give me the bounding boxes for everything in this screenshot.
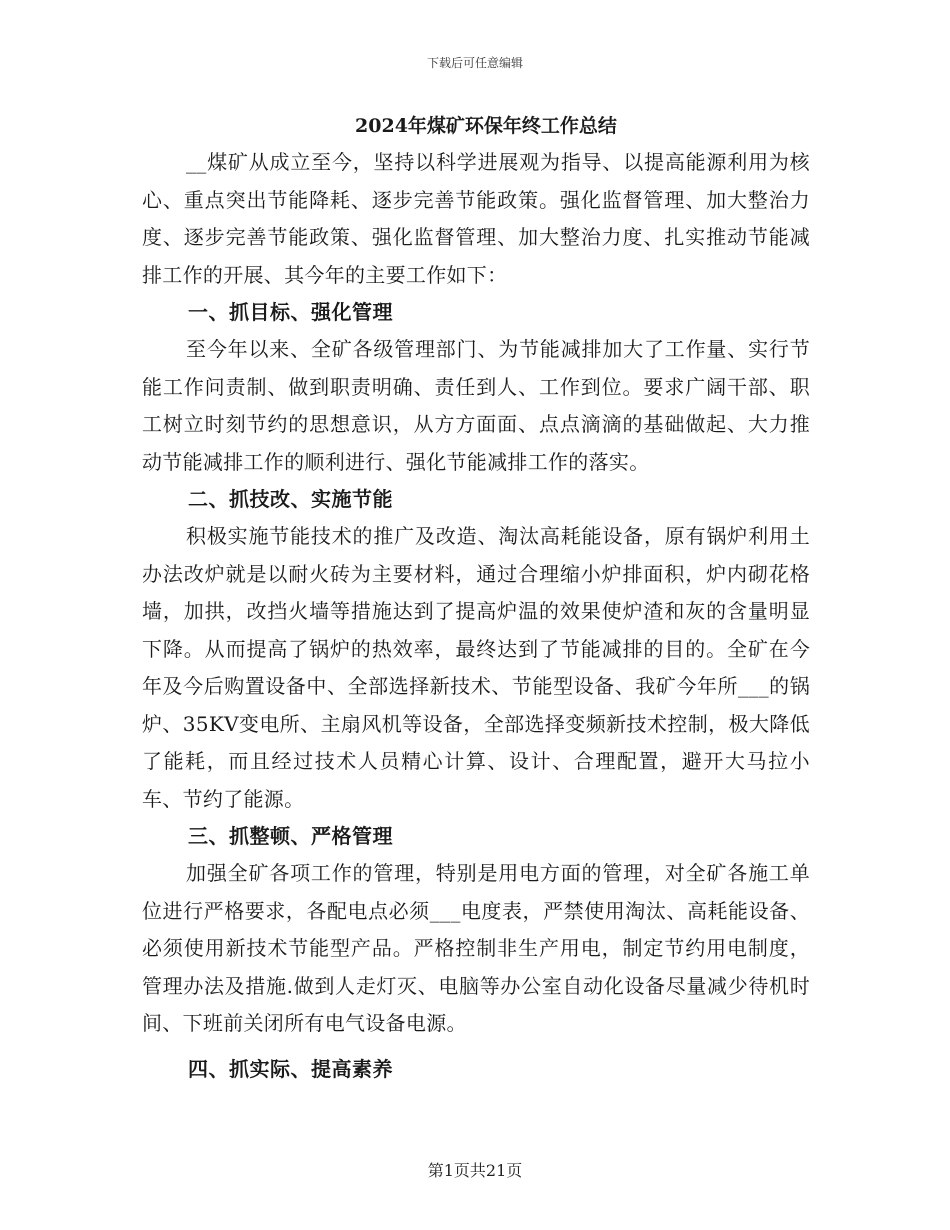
intro-paragraph: __煤矿从成立至今，坚持以科学进展观为指导、以提高能源利用为核心、重点突出节能降耗、逐步完善节能政策。强化监督管理、加大整治力度、逐步完善节能政策、强化监督管理、加大整治力度、扎实推动节能减排工作的开展、其今年的主要工作如下： (142, 150, 810, 287)
section-heading-1: 一、抓目标、强化管理 (188, 300, 393, 324)
page-number-footer: 第1页共21页 (427, 1161, 523, 1180)
document-body (142, 112, 810, 1088)
document-title: 2024年煤矿环保年终工作总结 (355, 115, 617, 137)
section-body-1: 至今年以来、全矿各级管理部门、为节能减排加大了工作量、实行节能工作问责制、做到职责明确、责任到人、工作到位。要求广阔干部、职工树立时刻节约的思想意识，从方方面面、点点滴滴的基础做起、大力推动节能减排工作的顺利进行、强化节能减排工作的落实。 (142, 337, 810, 474)
header-note: 下载后可任意编辑 (426, 56, 523, 70)
section-heading-2: 二、抓技改、实施节能 (188, 487, 393, 511)
section-body-2: 积极实施节能技术的推广及改造、淘汰高耗能设备，原有锅炉利用土办法改炉就是以耐火砖为主要材料，通过合理缩小炉排面积，炉内砌花格墙，加拱，改挡火墙等措施达到了提高炉温的效果使炉渣和灰的含量明显下降。从而提高了锅炉的热效率，最终达到了节能减排的目的。全矿在今年及今后购置设备中、全部选择新技术、节能型设备、我矿今年所___的锅炉、35KV变电所、主扇风机等设备，全部选择变频新技术控制，极大降低了能耗，而且经过技术人员精心计算、设计、合理配置，避开大马拉小车、节约了能源。 (142, 524, 810, 811)
section-heading-4: 四、抓实际、提高素养 (188, 1056, 393, 1081)
section-body-3: 加强全矿各项工作的管理，特别是用电方面的管理，对全矿各施工单位进行严格要求，各配电点必须___电度表，严禁使用淘汰、高耗能设备、必须使用新技术节能型产品。严格控制非生产用电，制定节约用电制度，管理办法及措施.做到人走灯灭、电脑等办公室自动化设备尽量减少待机时间、下班前关闭所有电气设备电源。 (142, 861, 810, 1035)
section-heading-3: 三、抓整顿、严格管理 (188, 824, 393, 848)
